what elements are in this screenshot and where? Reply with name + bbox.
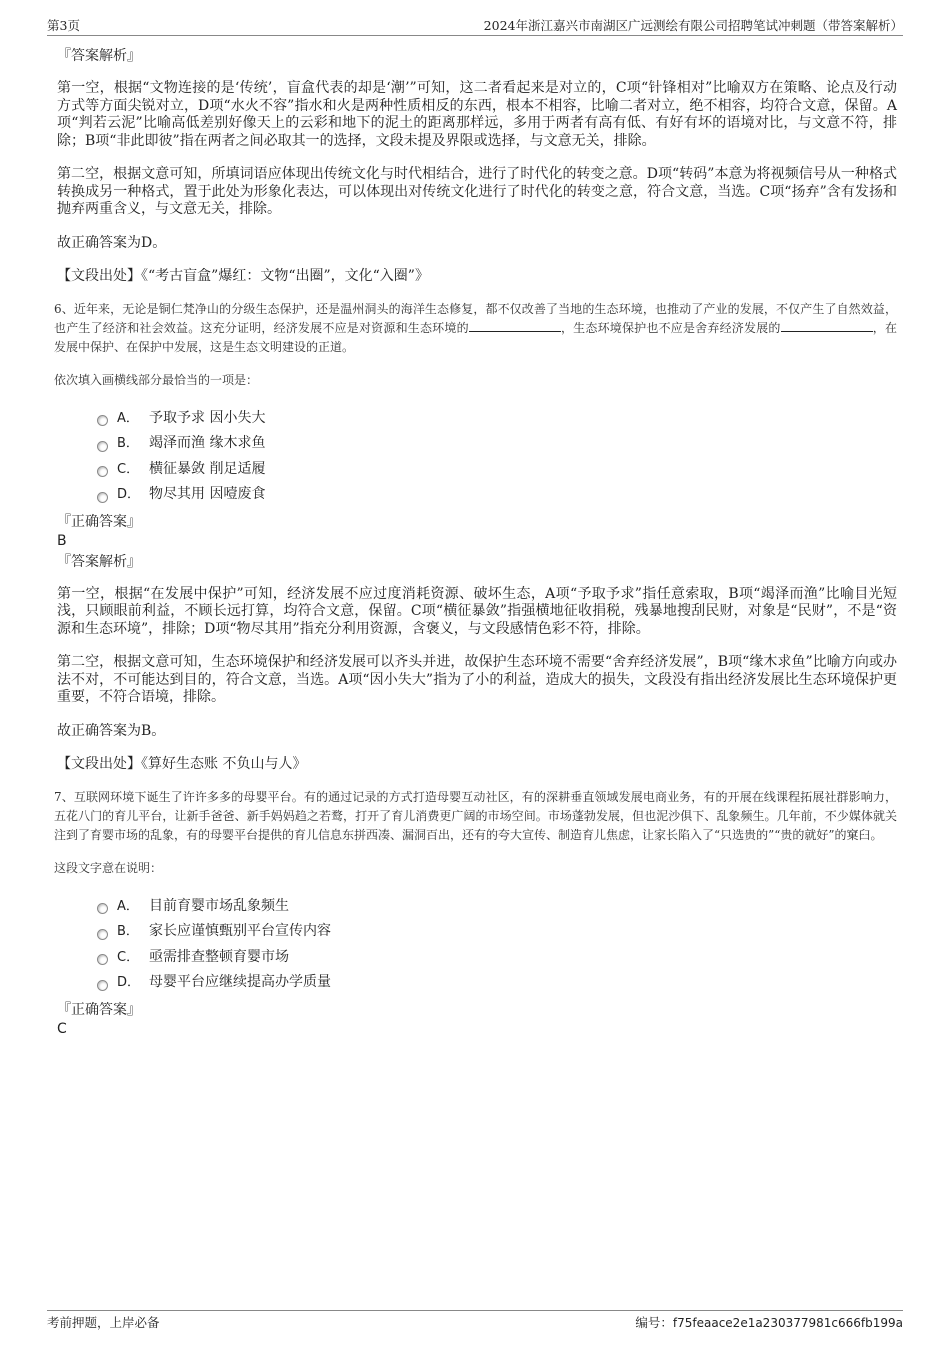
correct-answer: B: [57, 532, 67, 549]
question-stem: [54, 300, 897, 357]
correct-answer-tag: 『正确答案』: [57, 513, 141, 530]
correct-answer-tag: 『正确答案』: [57, 1001, 141, 1018]
correct-answer: C: [57, 1020, 67, 1037]
options-list: [57, 894, 897, 996]
stem-text: ，生态环境保护也不应是舍弃经济发展的: [560, 320, 781, 335]
question-prompt: 这段文字意在说明：: [54, 860, 163, 875]
option-b[interactable]: B． 家长应谨慎甄别平台宣传内容: [57, 919, 897, 945]
question-prompt: 依次填入画横线部分最恰当的一项是：: [54, 372, 259, 387]
analysis-tag: 『答案解析』: [57, 48, 141, 64]
analysis-tag: 『答案解析』: [57, 553, 141, 570]
stem-text: ，在发展中保护、在保护中发展，这是生态文明建设的正道。: [54, 320, 897, 354]
option-c[interactable]: C． 亟需排查整顿育婴市场: [57, 945, 897, 971]
conclusion: 故正确答案为D。: [57, 234, 167, 251]
stem-text: 6、近年来，无论是铜仁梵净山的分级生态保护，还是温州洞头的海洋生态修复，都不仅改善了当地的生态环境，也推动了产业的发展，不仅产生了自然效益，也产生了经济和社会效益。这充分证明，经济发展不应是对资源和生态环境的: [54, 301, 897, 335]
question-stem: 7、互联网环境下诞生了许许多多的母婴平台。有的通过记录的方式打造母婴互动社区，有的深耕垂直领域发展电商业务，有的开展在线课程拓展社群影响力，五花八门的育儿平台，让新手爸爸、新手妈妈趋之若鹜，打开了育儿消费更广阔的市场空间。市场蓬勃发展，但也泥沙俱下、乱象频生。几年前，不少媒体就关注到了育婴市场的乱象，有的母婴平台提供的育儿信息东拼西凑、漏洞百出，还有的夸大宣传、制造育儿焦虑，让家长陷入了“只选贵的”“贵的就好”的窠臼。: [54, 789, 897, 842]
fill-blank: [469, 320, 561, 332]
conclusion: 故正确答案为B。: [57, 722, 166, 739]
radio-button[interactable]: [97, 466, 108, 477]
analysis-paragraph: 第一空，根据“在发展中保护”可知，经济发展不应过度消耗资源、破坏生态，A项“予取予求”指任意索取，B项“竭泽而渔”比喻目光短浅，只顾眼前利益，不顾长远打算，均符合文意，保留。C项“横征暴敛”指强横地征收捐税，残暴地搜刮民财，对象是“民财”，不是“资源和生态环境”，排除；D项“物尽其用”指充分利用资源，含褒义，与文段感情色彩不符，排除。: [57, 585, 897, 637]
options-list: [57, 406, 897, 508]
footer-slogan: 考前押题，上岸必备: [47, 1315, 160, 1330]
analysis-paragraph: 第一空，根据“文物连接的是‘传统’，盲盒代表的却是‘潮’”可知，这二者看起来是对立的，C项“针锋相对”比喻双方在策略、论点及行动方式等方面尖锐对立，D项“水火不容”指水和火是两种性质相反的东西，根本不相容，比喻二者对立，绝不相容，均符合文意，保留。A项“判若云泥”比喻高低差别好像天上的云彩和地下的泥土的距离那样远，多用于两者有高有低、有好有坏的语境对比，与文意不符，排除；B项“非此即彼”指在两者之间必取其一的选择，文段未提及界限或选择，与文意无关，排除。: [57, 80, 897, 149]
radio-button[interactable]: [97, 492, 108, 503]
source-citation: 【文段出处】《算好生态账 不负山与人》: [57, 756, 307, 772]
fill-blank: [781, 320, 873, 332]
option-d[interactable]: D． 物尽其用 因噎废食: [57, 482, 897, 508]
analysis-paragraph: 第二空，根据文意可知，生态环境保护和经济发展可以齐头并进，故保护生态环境不需要“舍弃经济发展”，B项“缘木求鱼”比喻方向或办法不对，不可能达到目的，符合文意，当选。A项“因小失大”指为了小的利益，造成大的损失，文段没有指出经济发展比生态环境保护更重要，不符合语境，排除。: [57, 654, 897, 705]
radio-button[interactable]: [97, 415, 108, 426]
option-a[interactable]: A． 目前育婴市场乱象频生: [57, 894, 897, 920]
radio-button[interactable]: [97, 903, 108, 914]
page-number: 第3页: [47, 18, 80, 33]
radio-button[interactable]: [97, 929, 108, 940]
radio-button[interactable]: [97, 441, 108, 452]
source-citation: 【文段出处】《“考古盲盒”爆红：文物“出圈”，文化“入圈”》: [57, 268, 429, 284]
option-c[interactable]: C． 横征暴敛 削足适履: [57, 457, 897, 483]
option-a[interactable]: A． 予取予求 因小失大: [57, 406, 897, 432]
page-header: [47, 14, 903, 36]
page-content: [54, 46, 897, 1038]
analysis-paragraph: 第二空，根据文意可知，所填词语应体现出传统文化与时代相结合，进行了时代化的转变之意。D项“转码”本意为将视频信号从一种格式转换成另一种格式，置于此处为形象化表达，可以体现出对传统文化进行了时代化的转变之意，符合文意，当选。C项“扬弃”含有发扬和抛弃两重含义，与文意无关，排除。: [57, 166, 897, 217]
page-footer: [47, 1310, 903, 1331]
radio-button[interactable]: [97, 954, 108, 965]
document-code: 编号：f75feaace2e1a230377981c666fb199a: [635, 1315, 903, 1330]
radio-button[interactable]: [97, 980, 108, 991]
document-title: 2024年浙江嘉兴市南湖区广远测绘有限公司招聘笔试冲刺题（带答案解析）: [483, 18, 903, 33]
option-b[interactable]: B． 竭泽而渔 缘木求鱼: [57, 431, 897, 457]
option-d[interactable]: D． 母婴平台应继续提高办学质量: [57, 970, 897, 996]
